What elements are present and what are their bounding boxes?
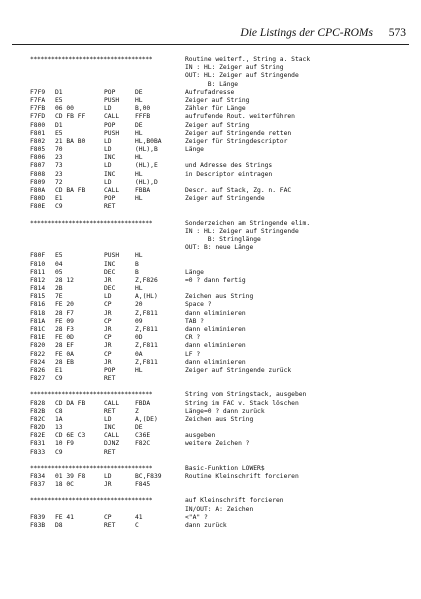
comment: Länge — [185, 146, 204, 154]
mnemonic: RET — [104, 375, 116, 383]
address: F80D — [30, 195, 46, 203]
listing-line — [0, 310, 421, 318]
address: F837 — [30, 481, 46, 489]
listing-line — [0, 506, 421, 514]
address: F81C — [30, 326, 46, 333]
hex-bytes: E5 — [55, 252, 63, 260]
hex-bytes: CD 6E C3 — [55, 432, 86, 440]
listing-line — [0, 122, 421, 130]
mnemonic: CP — [104, 301, 112, 309]
address: F824 — [30, 358, 46, 366]
hex-bytes: E5 — [55, 129, 63, 137]
hex-bytes: FE 09 — [55, 317, 74, 325]
mnemonic: PUSH — [104, 252, 120, 260]
comment: B: Länge — [185, 80, 239, 88]
mnemonic: RET — [104, 448, 116, 456]
mnemonic: LD — [104, 162, 112, 170]
hex-bytes: 18 0C — [55, 481, 74, 489]
hex-bytes: C8 — [55, 407, 63, 415]
comment: TAB ? — [185, 317, 204, 325]
separator-stars: *********************************** — [30, 219, 153, 227]
comment: OUT: B: neue Länge — [185, 244, 254, 252]
mnemonic: CALL — [104, 399, 120, 407]
listing-line — [0, 203, 421, 211]
address: F812 — [30, 276, 46, 284]
comment: B: Stringlänge — [185, 235, 261, 243]
mnemonic: CP — [104, 334, 112, 342]
listing-line — [0, 359, 421, 367]
hex-bytes: 28 EF — [55, 342, 74, 350]
separator-stars: *********************************** — [30, 56, 153, 63]
mnemonic: CP — [104, 513, 112, 521]
address: F810 — [30, 260, 46, 268]
mnemonic: INC — [104, 170, 116, 178]
address: F816 — [30, 301, 46, 309]
operand: A,(HL) — [135, 293, 158, 301]
comment: auf Kleinschrift forcieren — [185, 497, 284, 505]
address: F82E — [30, 432, 46, 440]
listing-line — [0, 473, 421, 481]
listing-line — [0, 64, 421, 72]
routine-header-line — [0, 465, 421, 473]
comment: =0 ? dann fertig — [185, 276, 246, 284]
operand: C — [135, 521, 139, 529]
mnemonic: LD — [104, 178, 112, 186]
separator-stars: *********************************** — [30, 464, 153, 472]
address: F80F — [30, 252, 46, 260]
operand: Z,F811 — [135, 342, 158, 350]
hex-bytes: E1 — [55, 366, 63, 374]
address: F826 — [30, 366, 46, 374]
operand: FBDA — [135, 399, 151, 407]
listing-line — [0, 97, 421, 105]
listing-line — [0, 171, 421, 179]
listing-line — [0, 138, 421, 146]
comment: OUT: HL: Zeiger auf Stringende — [185, 72, 299, 80]
address: F815 — [30, 293, 46, 301]
hex-bytes: CD DA FB — [55, 399, 86, 407]
operand: Z,F811 — [135, 358, 158, 366]
hex-bytes: 13 — [55, 424, 63, 432]
comment: Zeiger auf Stringende zurück — [185, 366, 292, 374]
listing-line — [0, 285, 421, 293]
mnemonic: RET — [104, 407, 116, 415]
listing-line — [0, 342, 421, 350]
mnemonic: CALL — [104, 113, 120, 121]
block-spacer — [0, 212, 421, 220]
operand: DE — [135, 88, 143, 96]
running-title: Die Listings der CPC-ROMs — [240, 27, 373, 39]
hex-bytes: 10 F9 — [55, 440, 74, 448]
listing-line — [0, 179, 421, 187]
comment: Routine weiterf., String a. Stack — [185, 56, 311, 63]
operand: F82C — [135, 440, 151, 448]
listing-line — [0, 81, 421, 89]
comment: Descr. auf Stack, Zg. n. FAC — [185, 187, 292, 194]
operand: (HL),E — [135, 162, 158, 170]
comment: Zeiger auf Stringende — [185, 195, 265, 203]
address: F80E — [30, 203, 46, 211]
operand: A,(DE) — [135, 415, 158, 423]
listing-line — [0, 187, 421, 195]
operand: DE — [135, 424, 143, 432]
address: F827 — [30, 375, 46, 383]
mnemonic: POP — [104, 195, 116, 203]
page-header — [0, 27, 421, 41]
hex-bytes: 04 — [55, 260, 63, 268]
listing-line — [0, 326, 421, 334]
listing-line — [0, 351, 421, 359]
address: F805 — [30, 146, 46, 154]
listing-line — [0, 424, 421, 432]
listing-line — [0, 105, 421, 113]
hex-bytes: D1 — [55, 88, 63, 96]
operand: 41 — [135, 513, 143, 521]
listing-line — [0, 130, 421, 138]
hex-bytes: C9 — [55, 375, 63, 383]
mnemonic: PUSH — [104, 96, 120, 104]
operand: Z,F826 — [135, 276, 158, 284]
operand: HL — [135, 129, 143, 137]
hex-bytes: FE 0A — [55, 350, 74, 358]
listing-line — [0, 269, 421, 277]
listing-line — [0, 277, 421, 285]
mnemonic: RET — [104, 521, 116, 529]
address: F833 — [30, 448, 46, 456]
page-number: 573 — [388, 27, 406, 39]
address: F814 — [30, 285, 46, 293]
listing-line — [0, 113, 421, 121]
comment: Aufrufadresse — [185, 88, 235, 96]
listing-line — [0, 449, 421, 457]
hex-bytes: 28 12 — [55, 276, 74, 284]
comment: IN/OUT: A: Zeichen — [185, 505, 254, 513]
listing-line — [0, 375, 421, 383]
address: F82B — [30, 407, 46, 415]
address: F820 — [30, 342, 46, 350]
address: F808 — [30, 170, 46, 178]
hex-bytes: CD BA FB — [55, 187, 86, 194]
listing-line — [0, 481, 421, 489]
listing-line — [0, 89, 421, 97]
hex-bytes: E1 — [55, 195, 63, 203]
mnemonic: CALL — [104, 432, 120, 440]
hex-bytes: FE 20 — [55, 301, 74, 309]
comment: Zeichen aus String — [185, 293, 254, 301]
hex-bytes: CD FB FF — [55, 113, 86, 121]
comment: LF ? — [185, 350, 201, 358]
listing-line — [0, 408, 421, 416]
address: F811 — [30, 268, 46, 276]
routine-header-line — [0, 497, 421, 505]
operand: F845 — [135, 481, 151, 489]
hex-bytes: 28 F3 — [55, 326, 74, 333]
comment: Zeiger für Stringdescriptor — [185, 137, 288, 145]
hex-bytes: 05 — [55, 268, 63, 276]
address: F834 — [30, 473, 46, 480]
operand: Z — [135, 407, 139, 415]
address: F822 — [30, 350, 46, 358]
hex-bytes: 06 00 — [55, 105, 74, 113]
comment: Zeiger auf Stringende retten — [185, 129, 292, 137]
address: F83B — [30, 521, 46, 529]
comment: und Adresse des Strings — [185, 162, 273, 170]
hex-bytes: FE 41 — [55, 513, 74, 521]
hex-bytes: 23 — [55, 154, 63, 162]
operand: HL — [135, 285, 143, 293]
listing-line — [0, 195, 421, 203]
listing-line — [0, 72, 421, 80]
separator-stars: *********************************** — [30, 391, 153, 399]
address: F801 — [30, 129, 46, 137]
operand: (HL),D — [135, 178, 158, 186]
mnemonic: INC — [104, 260, 116, 268]
address: F828 — [30, 399, 46, 407]
hex-bytes: 70 — [55, 146, 63, 154]
listing-line — [0, 318, 421, 326]
operand: Z,F811 — [135, 309, 158, 317]
mnemonic: POP — [104, 366, 116, 374]
hex-bytes: C9 — [55, 448, 63, 456]
address: F81E — [30, 334, 46, 342]
address: F81A — [30, 317, 46, 325]
comment: Länge=0 ? dann zurück — [185, 407, 265, 415]
address: F80A — [30, 187, 46, 194]
operand: B,00 — [135, 105, 151, 113]
comment: IN : HL: Zeiger auf Stringende — [185, 227, 299, 235]
operand: 0A — [135, 350, 143, 358]
comment: CR ? — [185, 334, 201, 342]
address: F806 — [30, 154, 46, 162]
routine-header-line — [0, 56, 421, 64]
routine-header-line — [0, 220, 421, 228]
hex-bytes: 7E — [55, 293, 63, 301]
routine-header-line — [0, 391, 421, 399]
comment: Länge — [185, 268, 204, 276]
block-spacer — [0, 383, 421, 391]
listing-line — [0, 228, 421, 236]
listing-line — [0, 432, 421, 440]
comment: in Descriptor eintragen — [185, 170, 273, 178]
listing-line — [0, 236, 421, 244]
operand: 0D — [135, 334, 143, 342]
address: F809 — [30, 178, 46, 186]
operand: FBBA — [135, 187, 151, 194]
address: F807 — [30, 162, 46, 170]
mnemonic: JR — [104, 342, 112, 350]
comment: Basic-Funktion LOWER$ — [185, 464, 265, 472]
listing-line — [0, 252, 421, 260]
operand: HL — [135, 366, 143, 374]
operand: BC,F839 — [135, 473, 162, 480]
block-spacer — [0, 489, 421, 497]
mnemonic: LD — [104, 146, 112, 154]
mnemonic: CP — [104, 350, 112, 358]
operand: HL,B0BA — [135, 137, 162, 145]
hex-bytes: FE 0D — [55, 334, 74, 342]
mnemonic: JR — [104, 276, 112, 284]
listing-line — [0, 367, 421, 375]
mnemonic: LD — [104, 473, 112, 480]
listing-line — [0, 400, 421, 408]
mnemonic: POP — [104, 88, 116, 96]
operand: HL — [135, 170, 143, 178]
hex-bytes: 1A — [55, 415, 63, 423]
operand: FFFB — [135, 113, 151, 121]
address: F839 — [30, 513, 46, 521]
operand: HL — [135, 195, 143, 203]
operand: DE — [135, 121, 143, 129]
comment: dann zurück — [185, 521, 227, 529]
operand: C36E — [135, 432, 151, 440]
mnemonic: POP — [104, 121, 116, 129]
listing-line — [0, 514, 421, 522]
listing-line — [0, 261, 421, 269]
mnemonic: JR — [104, 309, 112, 317]
operand: 20 — [135, 301, 143, 309]
address: F7FD — [30, 113, 46, 121]
operand: HL — [135, 252, 143, 260]
address: F7FB — [30, 105, 46, 113]
comment: Zähler für Länge — [185, 105, 246, 113]
comment: String im FAC v. Stack löschen — [185, 399, 299, 407]
comment: Zeiger auf String — [185, 121, 250, 129]
mnemonic: LD — [104, 105, 112, 113]
listing-line — [0, 522, 421, 530]
mnemonic: DEC — [104, 268, 116, 276]
hex-bytes: 73 — [55, 162, 63, 170]
hex-bytes: 72 — [55, 178, 63, 186]
mnemonic: CP — [104, 317, 112, 325]
mnemonic: LD — [104, 415, 112, 423]
mnemonic: CALL — [104, 187, 120, 194]
hex-bytes: 21 BA B0 — [55, 137, 86, 145]
hex-bytes: 01 39 F8 — [55, 473, 86, 480]
listing-line — [0, 146, 421, 154]
mnemonic: LD — [104, 293, 112, 301]
address: F82D — [30, 424, 46, 432]
address: F831 — [30, 440, 46, 448]
comment: dann eliminieren — [185, 309, 246, 317]
address: F82C — [30, 415, 46, 423]
mnemonic: PUSH — [104, 129, 120, 137]
mnemonic: DJNZ — [104, 440, 120, 448]
comment: Space ? — [185, 301, 212, 309]
mnemonic: JR — [104, 358, 112, 366]
hex-bytes: C9 — [55, 203, 63, 211]
header-rule — [12, 44, 409, 45]
block-spacer — [0, 457, 421, 465]
hex-bytes: 28 F7 — [55, 309, 74, 317]
comment: dann eliminieren — [185, 326, 246, 333]
address: F7FA — [30, 96, 46, 104]
operand: (HL),B — [135, 146, 158, 154]
hex-bytes: E5 — [55, 96, 63, 104]
operand: Z,F811 — [135, 326, 158, 333]
mnemonic: DEC — [104, 285, 116, 293]
listing-line — [0, 301, 421, 309]
hex-bytes: 2B — [55, 285, 63, 293]
hex-bytes: D8 — [55, 521, 63, 529]
mnemonic: INC — [104, 154, 116, 162]
mnemonic: JR — [104, 326, 112, 333]
mnemonic: INC — [104, 424, 116, 432]
listing-line — [0, 154, 421, 162]
comment: dann eliminieren — [185, 342, 246, 350]
operand: HL — [135, 96, 143, 104]
mnemonic: LD — [104, 137, 112, 145]
comment: dann eliminieren — [185, 358, 246, 366]
comment: aufrufende Rout. weiterführen — [185, 113, 295, 121]
listing-line — [0, 416, 421, 424]
comment: String vom Stringstack, ausgeben — [185, 391, 307, 399]
hex-bytes: 28 EB — [55, 358, 74, 366]
mnemonic: RET — [104, 203, 116, 211]
comment: Zeiger auf String — [185, 96, 250, 104]
operand: B — [135, 268, 139, 276]
address: F818 — [30, 309, 46, 317]
comment: Zeichen aus String — [185, 415, 254, 423]
hex-bytes: 23 — [55, 170, 63, 178]
listing-line — [0, 162, 421, 170]
separator-stars: *********************************** — [30, 497, 153, 505]
hex-bytes: D1 — [55, 121, 63, 129]
address: F7F9 — [30, 88, 46, 96]
address: F802 — [30, 137, 46, 145]
comment: IN : HL: Zeiger auf String — [185, 64, 284, 72]
operand: B — [135, 260, 139, 268]
operand: 09 — [135, 317, 143, 325]
listing-line — [0, 440, 421, 448]
assembly-listing — [0, 56, 421, 530]
listing-line — [0, 244, 421, 252]
listing-line — [0, 293, 421, 301]
comment: Sonderzeichen am Stringende elim. — [185, 219, 311, 227]
comment: weitere Zeichen ? — [185, 440, 250, 448]
comment: Routine Kleinschrift forcieren — [185, 473, 299, 480]
operand: HL — [135, 154, 143, 162]
address: F800 — [30, 121, 46, 129]
comment: <"A" ? — [185, 513, 208, 521]
comment: ausgeben — [185, 432, 216, 440]
listing-line — [0, 334, 421, 342]
mnemonic: JR — [104, 481, 112, 489]
